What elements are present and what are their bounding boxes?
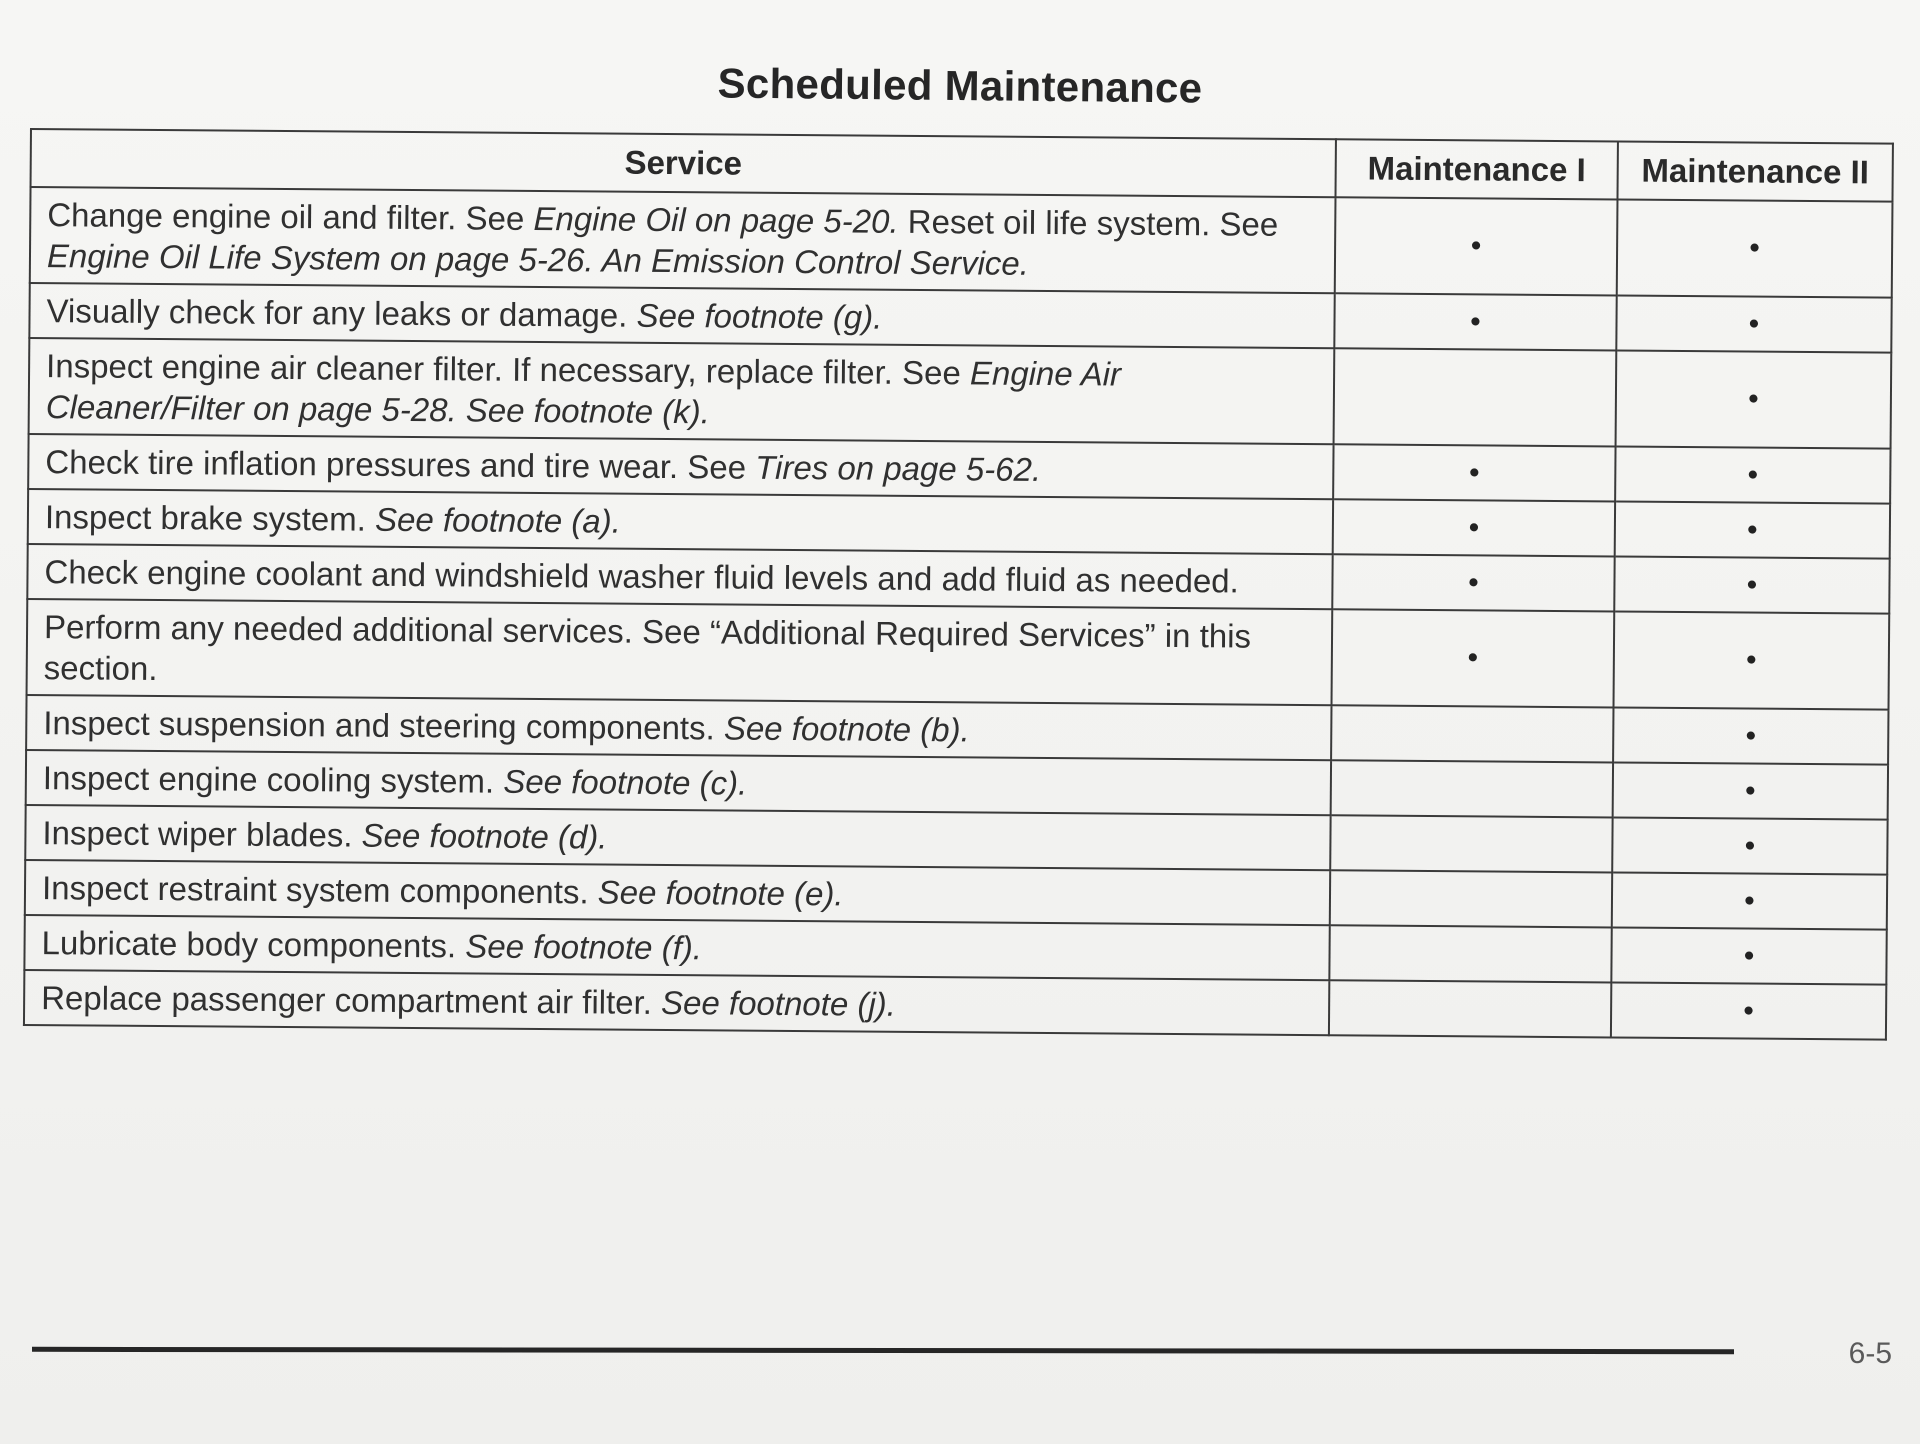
maintenance-ii-column-header: Maintenance II [1617,141,1892,201]
bullet-mark: • [1468,510,1480,544]
service-description-cell [24,970,1329,1035]
maintenance-i-cell [1330,870,1612,927]
bullet-mark: • [1744,828,1756,863]
service-reference-text: See footnote (d). [361,816,608,856]
maintenance-ii-cell [1613,611,1889,709]
service-text: Visually check for any leaks or damage. [46,292,637,334]
service-text: Inspect suspension and steering components. [43,704,725,747]
service-text: Lubricate body components. [41,924,466,965]
service-description-cell [28,434,1333,499]
maintenance-table-wrapper [23,128,1892,1041]
service-text: Inspect wiper blades. [42,814,362,854]
table-row [27,599,1890,710]
service-reference-text: Engine Air Cleaner/Filter on page 5-28. See footnote (k). [45,354,1122,431]
page-number: 6-5 [1848,1337,1892,1370]
maintenance-i-cell [1332,609,1615,707]
bullet-mark: • [1743,938,1755,973]
page-title: Scheduled Maintenance [717,59,1203,112]
maintenance-table [23,128,1894,1041]
service-reference-text: Engine Oil Life System on page 5-26. An Emission Control Service. [46,237,1030,282]
maintenance-i-cell [1330,815,1612,872]
bullet-mark: • [1468,455,1480,489]
bullet-mark: • [1749,231,1760,265]
bullet-mark: • [1470,229,1482,263]
maintenance-ii-cell [1617,199,1893,297]
service-text: Check engine coolant and windshield washer fluid levels and add fluid as needed. [44,553,1239,600]
bullet-mark: • [1745,643,1757,677]
service-description-cell [27,544,1332,609]
bullet-mark: • [1470,304,1481,338]
service-description-cell [28,489,1333,554]
service-text: Inspect restraint system components. [41,869,598,911]
bullet-mark: • [1744,773,1756,808]
bullet-mark: • [1748,382,1759,416]
maintenance-ii-cell [1613,762,1888,819]
maintenance-ii-cell [1614,556,1889,613]
maintenance-i-cell [1329,980,1611,1037]
service-text: Inspect engine cooling system. [42,759,504,800]
service-reference-text: Engine Oil on page 5-20. [533,199,899,240]
maintenance-ii-cell [1616,295,1891,352]
maintenance-ii-cell [1612,817,1887,874]
service-reference-text: Tires on page 5-62. [755,448,1042,488]
maintenance-i-cell [1331,705,1613,762]
service-description-cell [27,599,1333,705]
bullet-mark: • [1745,718,1757,753]
service-reference-text: See footnote (e). [597,873,844,913]
service-text: Check tire inflation pressures and tire wear. See [45,443,756,486]
service-text: Replace passenger compartment air filter. [41,979,662,1021]
maintenance-ii-cell [1611,927,1886,984]
maintenance-i-cell [1331,760,1613,817]
bullet-mark: • [1468,565,1479,599]
maintenance-i-cell [1334,348,1617,446]
service-description-cell [26,695,1331,760]
service-description-cell [29,338,1335,444]
service-text: Change engine oil and filter. See [47,196,534,237]
maintenance-ii-cell [1611,982,1886,1039]
service-text: Inspect brake system. [44,498,376,538]
service-reference-text: See footnote (g). [636,296,883,336]
maintenance-i-cell [1332,554,1614,611]
service-description-cell [30,187,1336,293]
table-row [29,338,1892,449]
maintenance-i-cell [1333,499,1615,556]
service-description-cell [29,283,1334,348]
service-reference-text: See footnote (a). [374,500,622,540]
bullet-mark: • [1747,458,1759,492]
service-text: Inspect engine air cleaner filter. If necessary, replace filter. See [45,347,971,392]
bullet-mark: • [1467,641,1479,675]
service-reference-text: See footnote (b). [723,709,970,749]
service-reference-text: See footnote (c). [503,762,748,802]
service-description-cell [25,805,1330,870]
bullet-mark: • [1747,512,1758,547]
service-description-cell [25,860,1330,925]
maintenance-ii-cell [1616,350,1892,448]
table-row [30,187,1893,298]
maintenance-i-cell [1334,293,1616,350]
maintenance-ii-cell [1612,872,1887,929]
maintenance-i-cell [1329,925,1611,982]
service-column-header: Service [31,129,1336,197]
service-description-cell [26,750,1331,815]
maintenance-ii-cell [1615,446,1890,503]
maintenance-ii-cell [1615,501,1890,558]
bullet-mark: • [1743,993,1755,1028]
service-reference-text: See footnote (j). [660,983,897,1023]
bullet-mark: • [1748,307,1760,341]
footer-rule [32,1347,1734,1354]
bullet-mark: • [1744,883,1755,918]
maintenance-i-cell [1333,444,1615,501]
service-description-cell [24,915,1329,980]
service-text: Reset oil life system. See [898,202,1279,243]
bullet-mark: • [1746,567,1758,602]
table-body [24,187,1893,1040]
service-reference-text: See footnote (f). [465,927,703,967]
maintenance-i-cell [1335,197,1618,295]
maintenance-i-column-header: Maintenance I [1335,139,1617,199]
service-text: Perform any needed additional services. See “Additional Required Services” in this section. [43,608,1252,688]
maintenance-ii-cell [1613,707,1888,764]
